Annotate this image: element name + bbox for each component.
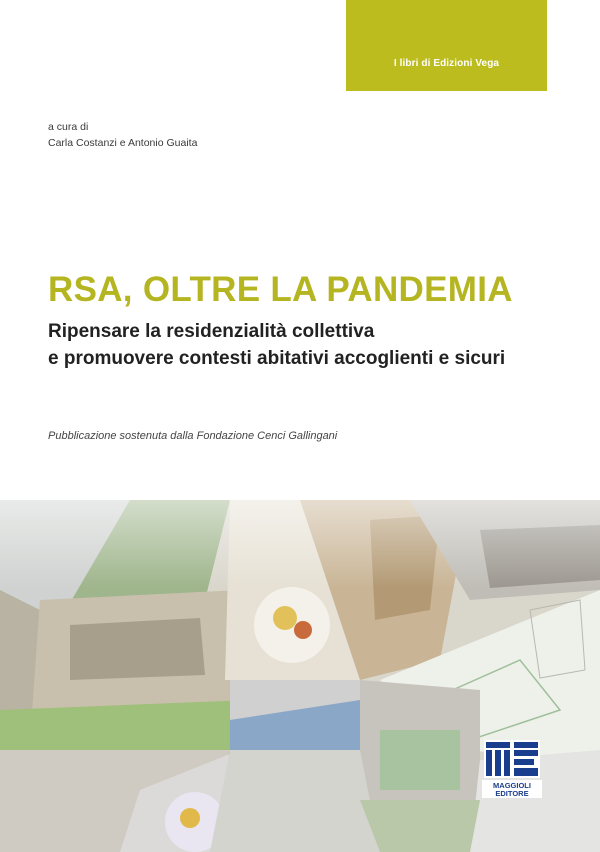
subtitle-line-1: Ripensare la residenzialità collettiva (48, 321, 375, 342)
editors-names: Carla Costanzi e Antonio Guaita (48, 137, 198, 149)
logo-bar-5 (514, 768, 538, 776)
logo-bar-2 (514, 742, 538, 748)
book-subtitle (48, 318, 505, 372)
editors-intro: a cura di (48, 121, 89, 133)
logo-bar-1 (486, 742, 510, 748)
logo-col-2 (495, 750, 501, 776)
logo-text-line1: MAGGIOLI (493, 781, 531, 790)
subtitle-line-2: e promuovere contesti abitativi accoglienti e sicuri (48, 348, 506, 369)
series-label: I libri di Edizioni Vega (393, 58, 500, 69)
logo-bar-4 (514, 759, 534, 765)
logo-text-line2: EDITORE (495, 789, 529, 798)
sponsor-note: Pubblicazione sostenuta dalla Fondazione Cenci Gallingani (48, 430, 338, 442)
series-box (346, 0, 547, 91)
book-title: RSA, OLTRE LA PANDEMIA (48, 270, 513, 309)
logo-bar-3 (514, 750, 538, 756)
logo-col-3 (504, 750, 510, 776)
logo-col-1 (486, 750, 492, 776)
publisher-logo (478, 740, 546, 800)
